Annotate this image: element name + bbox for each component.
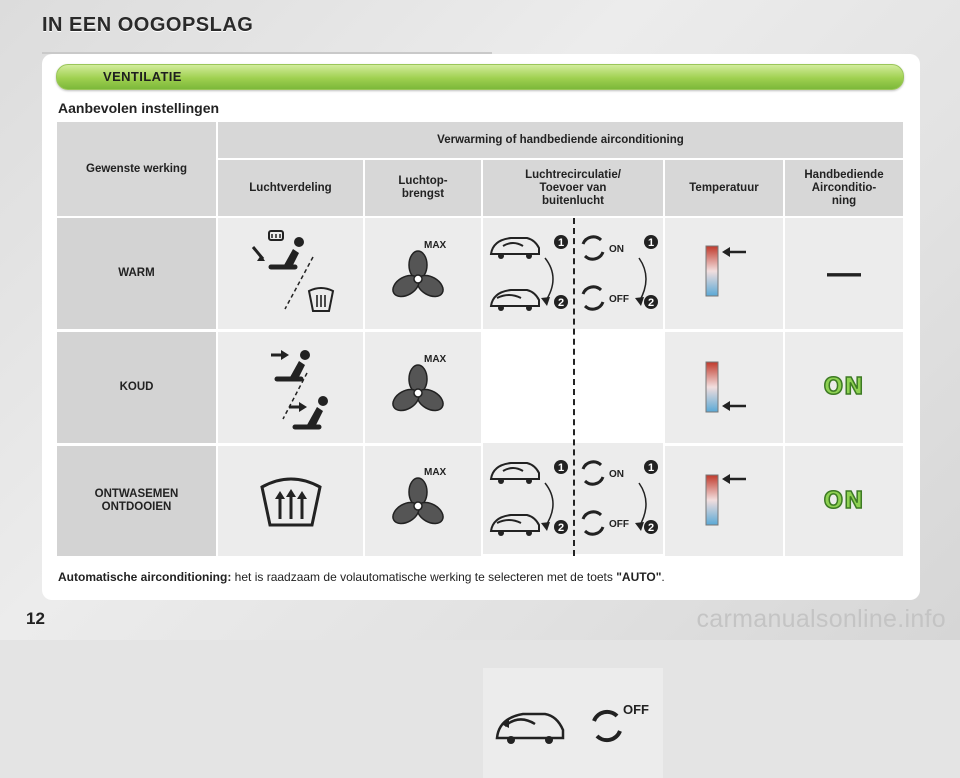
row-label-defrost xyxy=(57,446,216,556)
header-col-distribution xyxy=(218,160,363,216)
header-group xyxy=(218,122,903,158)
seat-occupant-icon xyxy=(241,343,341,433)
recirc-on-label: ON xyxy=(609,469,624,480)
temperature-gauge-icon xyxy=(694,471,754,531)
footnote-key: "AUTO" xyxy=(616,570,662,584)
distribution-icon-warm xyxy=(218,218,363,329)
row-label-warm-text: WARM xyxy=(118,267,155,279)
airflow-cell-koud xyxy=(365,332,481,443)
header-col-ac xyxy=(785,160,903,216)
header-col-recirculation-label: Luchtrecirculatie/ Toevoer van buitenlucht xyxy=(525,168,621,207)
distribution-icon-koud xyxy=(218,332,363,443)
page-number: 12 xyxy=(26,609,45,628)
row-label-koud xyxy=(57,332,216,443)
step-2-badge-right: 2 xyxy=(647,297,655,309)
header-desired-operation-label: Gewenste werking xyxy=(86,162,187,175)
recirc-off-label: OFF xyxy=(609,294,629,305)
windshield-defrost-icon xyxy=(256,471,326,531)
recirculation-cell-defrost xyxy=(483,668,663,778)
temperature-gauge-icon xyxy=(694,358,754,418)
header-col-distribution-label: Luchtverdeling xyxy=(249,181,332,194)
footnote-label: Automatische airconditioning: xyxy=(58,570,232,584)
footnote-text: het is raadzaam de volautomatische werking te selecteren met de toets xyxy=(231,570,617,584)
distribution-icon-defrost xyxy=(218,446,363,556)
fan-max-label: MAX xyxy=(424,239,447,251)
page-title: IN EEN OOGOPSLAG xyxy=(42,14,254,36)
header-col-airflow xyxy=(365,160,481,216)
fan-icon xyxy=(388,476,448,536)
step-2-badge-right: 2 xyxy=(647,522,655,534)
watermark: carmanualsonline.info xyxy=(696,605,946,633)
recirc-off-label: OFF xyxy=(609,519,629,530)
header-col-recirculation xyxy=(483,160,663,216)
car-air-intake-icon xyxy=(483,668,663,778)
header-col-airflow-label: Luchtop- brengst xyxy=(398,175,448,200)
row-label-warm xyxy=(57,218,216,329)
step-1-badge: 1 xyxy=(557,462,565,474)
section-subtitle: Aanbevolen instellingen xyxy=(58,100,220,116)
temperature-gauge-icon xyxy=(694,244,754,304)
fan-max-label: MAX xyxy=(424,467,447,478)
seat-occupant-icon xyxy=(241,229,341,319)
footnote-end: . xyxy=(661,570,665,584)
recirc-off-label: OFF xyxy=(623,702,649,717)
header-col-ac-label: Handbediende Airconditio- ning xyxy=(804,168,884,207)
panel-top-line xyxy=(42,52,492,54)
ac-cell-defrost xyxy=(785,446,903,556)
fan-icon xyxy=(388,249,448,309)
header-desired-operation xyxy=(57,122,216,216)
temperature-cell-koud xyxy=(665,332,783,443)
header-col-temperature xyxy=(665,160,783,216)
row-label-defrost-text: ONTWASEMEN ONTDOOIEN xyxy=(94,488,179,513)
airflow-cell-warm xyxy=(365,218,481,329)
section-title: VENTILATIE xyxy=(103,69,182,84)
fan-icon xyxy=(388,363,448,423)
ac-value-warm: — xyxy=(827,254,861,292)
step-1-badge-right: 1 xyxy=(647,462,655,474)
footnote xyxy=(58,570,665,584)
fan-max-label: MAX xyxy=(424,353,447,365)
ac-cell-koud xyxy=(785,332,903,443)
recirc-on-label: ON xyxy=(609,244,624,255)
ac-on-badge: ON xyxy=(823,487,865,514)
ac-cell-warm xyxy=(785,218,903,329)
step-1-badge-right: 1 xyxy=(647,237,655,249)
recirculation-divider xyxy=(573,218,575,556)
header-group-label: Verwarming of handbediende airconditioning xyxy=(437,133,684,146)
step-2-badge: 2 xyxy=(557,522,565,534)
header-col-temperature-label: Temperatuur xyxy=(689,181,759,194)
temperature-cell-warm xyxy=(665,218,783,329)
step-2-badge: 2 xyxy=(557,297,565,309)
temperature-cell-defrost xyxy=(665,446,783,556)
airflow-cell-defrost xyxy=(365,446,481,556)
row-label-koud-text: KOUD xyxy=(119,381,154,393)
step-1-badge: 1 xyxy=(557,237,565,249)
section-banner xyxy=(56,64,904,90)
ac-on-badge: ON xyxy=(823,374,865,400)
